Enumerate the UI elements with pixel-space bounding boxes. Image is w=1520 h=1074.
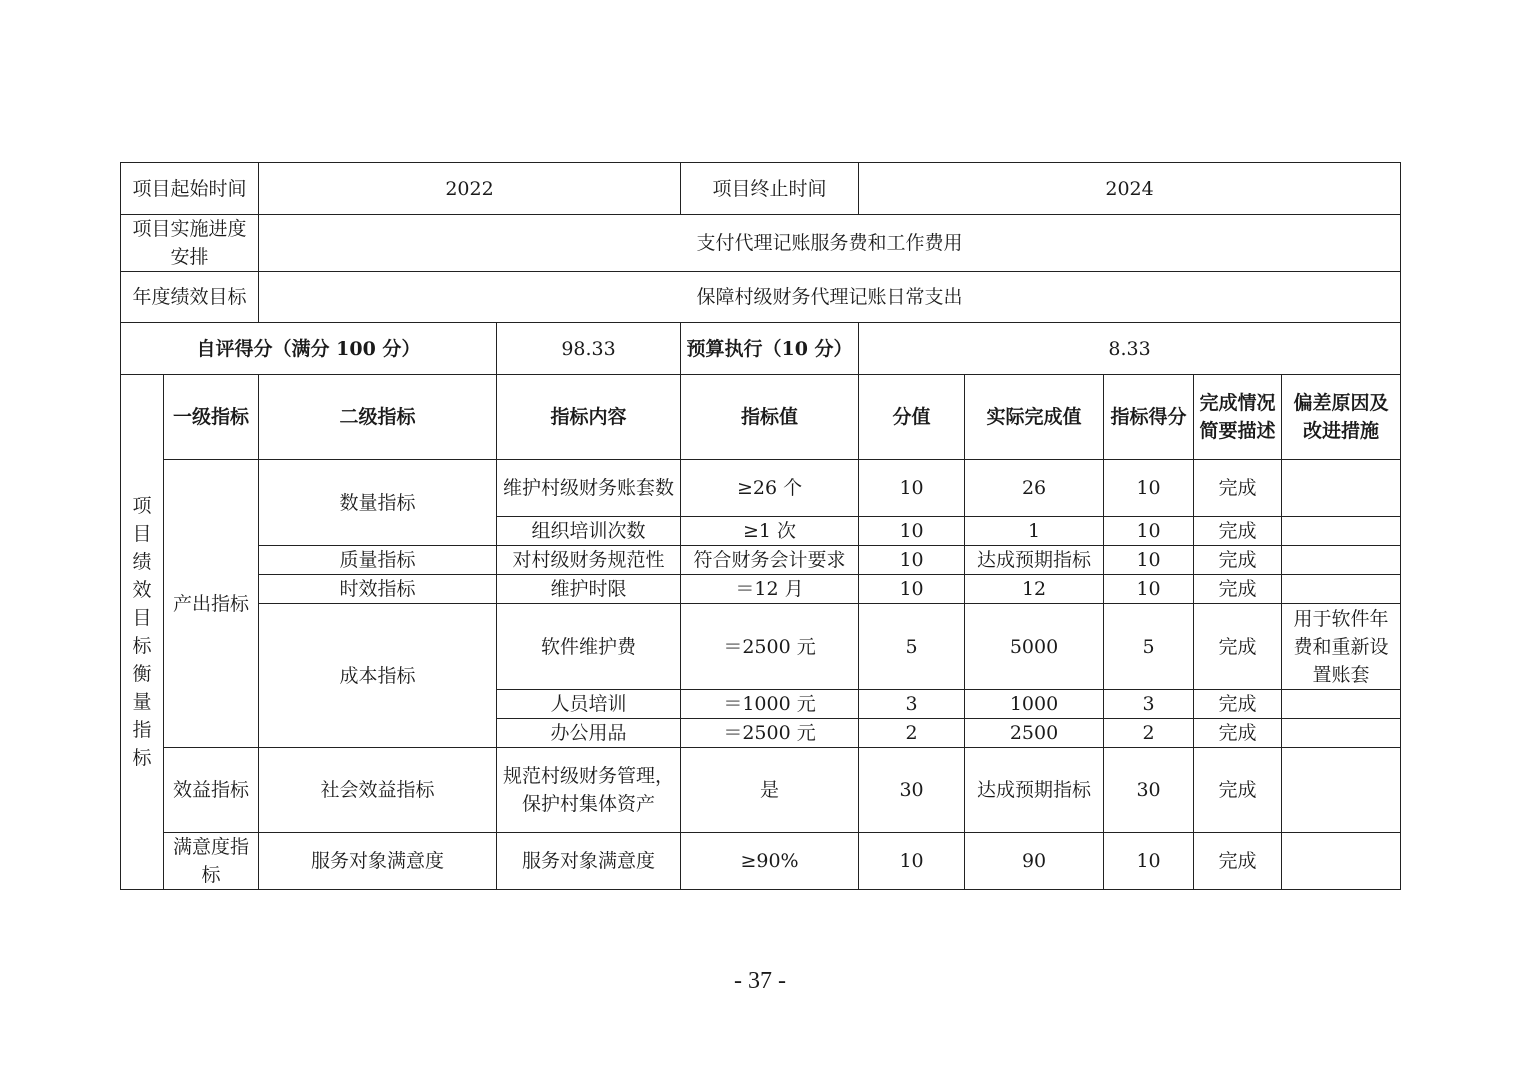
- row-reason: [1282, 719, 1401, 748]
- row-reason: [1282, 690, 1401, 719]
- column-header-row: [121, 375, 1401, 460]
- col-actual: 实际完成值: [965, 375, 1104, 460]
- row-target: ＝2500 元: [681, 604, 859, 690]
- row-actual: 1: [965, 517, 1104, 546]
- start-label: 项目起始时间: [121, 163, 259, 215]
- row-actual: 26: [965, 460, 1104, 517]
- subgroup-social: 社会效益指标: [259, 748, 497, 833]
- row-weight: 2: [859, 719, 965, 748]
- row-score: 10: [1104, 460, 1194, 517]
- goal-label: 年度绩效目标: [121, 272, 259, 323]
- group-satisfaction: 满意度指标: [164, 833, 259, 890]
- row-status: 完成: [1194, 575, 1282, 604]
- row-status: 完成: [1194, 546, 1282, 575]
- row-weight: 10: [859, 460, 965, 517]
- row-status: 完成: [1194, 690, 1282, 719]
- section-label: 项目绩效目标衡量指标: [121, 375, 164, 890]
- subgroup-cost: 成本指标: [259, 604, 497, 748]
- table-row: [121, 460, 1401, 517]
- subgroup-quantity: 数量指标: [259, 460, 497, 546]
- header-row-goal: [121, 272, 1401, 323]
- page-number: - 37 -: [734, 968, 786, 994]
- col-content: 指标内容: [497, 375, 681, 460]
- group-benefit: 效益指标: [164, 748, 259, 833]
- col-level1: 一级指标: [164, 375, 259, 460]
- row-content: 对村级财务规范性: [497, 546, 681, 575]
- row-actual: 12: [965, 575, 1104, 604]
- col-reason: 偏差原因及改进措施: [1282, 375, 1401, 460]
- row-content: 服务对象满意度: [497, 833, 681, 890]
- row-target: ≥26 个: [681, 460, 859, 517]
- performance-table: [120, 162, 1401, 890]
- end-label: 项目终止时间: [681, 163, 859, 215]
- row-weight: 3: [859, 690, 965, 719]
- row-target: 符合财务会计要求: [681, 546, 859, 575]
- subgroup-timeliness: 时效指标: [259, 575, 497, 604]
- row-weight: 10: [859, 517, 965, 546]
- row-score: 5: [1104, 604, 1194, 690]
- table-row: [121, 833, 1401, 890]
- row-status: 完成: [1194, 719, 1282, 748]
- header-row-schedule: [121, 215, 1401, 272]
- score-label: 自评得分（满分 100 分）: [121, 323, 497, 375]
- row-actual: 达成预期指标: [965, 748, 1104, 833]
- row-content: 组织培训次数: [497, 517, 681, 546]
- row-status: 完成: [1194, 833, 1282, 890]
- goal-value: 保障村级财务代理记账日常支出: [259, 272, 1401, 323]
- row-weight: 10: [859, 575, 965, 604]
- row-actual: 5000: [965, 604, 1104, 690]
- header-row-dates: [121, 163, 1401, 215]
- row-actual: 90: [965, 833, 1104, 890]
- row-score: 10: [1104, 546, 1194, 575]
- row-weight: 30: [859, 748, 965, 833]
- start-value: 2022: [259, 163, 681, 215]
- table-row: [121, 575, 1401, 604]
- col-level2: 二级指标: [259, 375, 497, 460]
- col-target: 指标值: [681, 375, 859, 460]
- table-row: [121, 604, 1401, 690]
- row-target: ＝12 月: [681, 575, 859, 604]
- row-reason: [1282, 575, 1401, 604]
- row-reason: [1282, 748, 1401, 833]
- row-target: ≥1 次: [681, 517, 859, 546]
- row-target: 是: [681, 748, 859, 833]
- row-content: 软件维护费: [497, 604, 681, 690]
- schedule-value: 支付代理记账服务费和工作费用: [259, 215, 1401, 272]
- row-target: ＝1000 元: [681, 690, 859, 719]
- row-content: 维护时限: [497, 575, 681, 604]
- row-weight: 10: [859, 833, 965, 890]
- row-actual: 1000: [965, 690, 1104, 719]
- budget-label: 预算执行（10 分）: [681, 323, 859, 375]
- row-target: ≥90%: [681, 833, 859, 890]
- row-score: 10: [1104, 833, 1194, 890]
- schedule-label: 项目实施进度安排: [121, 215, 259, 272]
- col-status: 完成情况简要描述: [1194, 375, 1282, 460]
- row-weight: 5: [859, 604, 965, 690]
- row-score: 3: [1104, 690, 1194, 719]
- end-value: 2024: [859, 163, 1401, 215]
- row-status: 完成: [1194, 460, 1282, 517]
- row-content: 人员培训: [497, 690, 681, 719]
- score-value: 98.33: [497, 323, 681, 375]
- row-content: 规范村级财务管理，保护村集体资产: [497, 748, 681, 833]
- row-reason: [1282, 546, 1401, 575]
- row-status: 完成: [1194, 748, 1282, 833]
- row-content: 办公用品: [497, 719, 681, 748]
- col-weight: 分值: [859, 375, 965, 460]
- row-target: ＝2500 元: [681, 719, 859, 748]
- row-actual: 2500: [965, 719, 1104, 748]
- table-row: [121, 748, 1401, 833]
- row-status: 完成: [1194, 604, 1282, 690]
- col-score: 指标得分: [1104, 375, 1194, 460]
- group-output: 产出指标: [164, 460, 259, 748]
- row-reason: [1282, 460, 1401, 517]
- row-reason: [1282, 517, 1401, 546]
- table-row: [121, 546, 1401, 575]
- subgroup-service: 服务对象满意度: [259, 833, 497, 890]
- subgroup-quality: 质量指标: [259, 546, 497, 575]
- row-reason: [1282, 833, 1401, 890]
- row-score: 30: [1104, 748, 1194, 833]
- header-row-score: [121, 323, 1401, 375]
- row-score: 10: [1104, 575, 1194, 604]
- row-reason: 用于软件年费和重新设置账套: [1282, 604, 1401, 690]
- row-status: 完成: [1194, 517, 1282, 546]
- row-score: 10: [1104, 517, 1194, 546]
- row-score: 2: [1104, 719, 1194, 748]
- budget-value: 8.33: [859, 323, 1401, 375]
- row-content: 维护村级财务账套数: [497, 460, 681, 517]
- row-actual: 达成预期指标: [965, 546, 1104, 575]
- row-weight: 10: [859, 546, 965, 575]
